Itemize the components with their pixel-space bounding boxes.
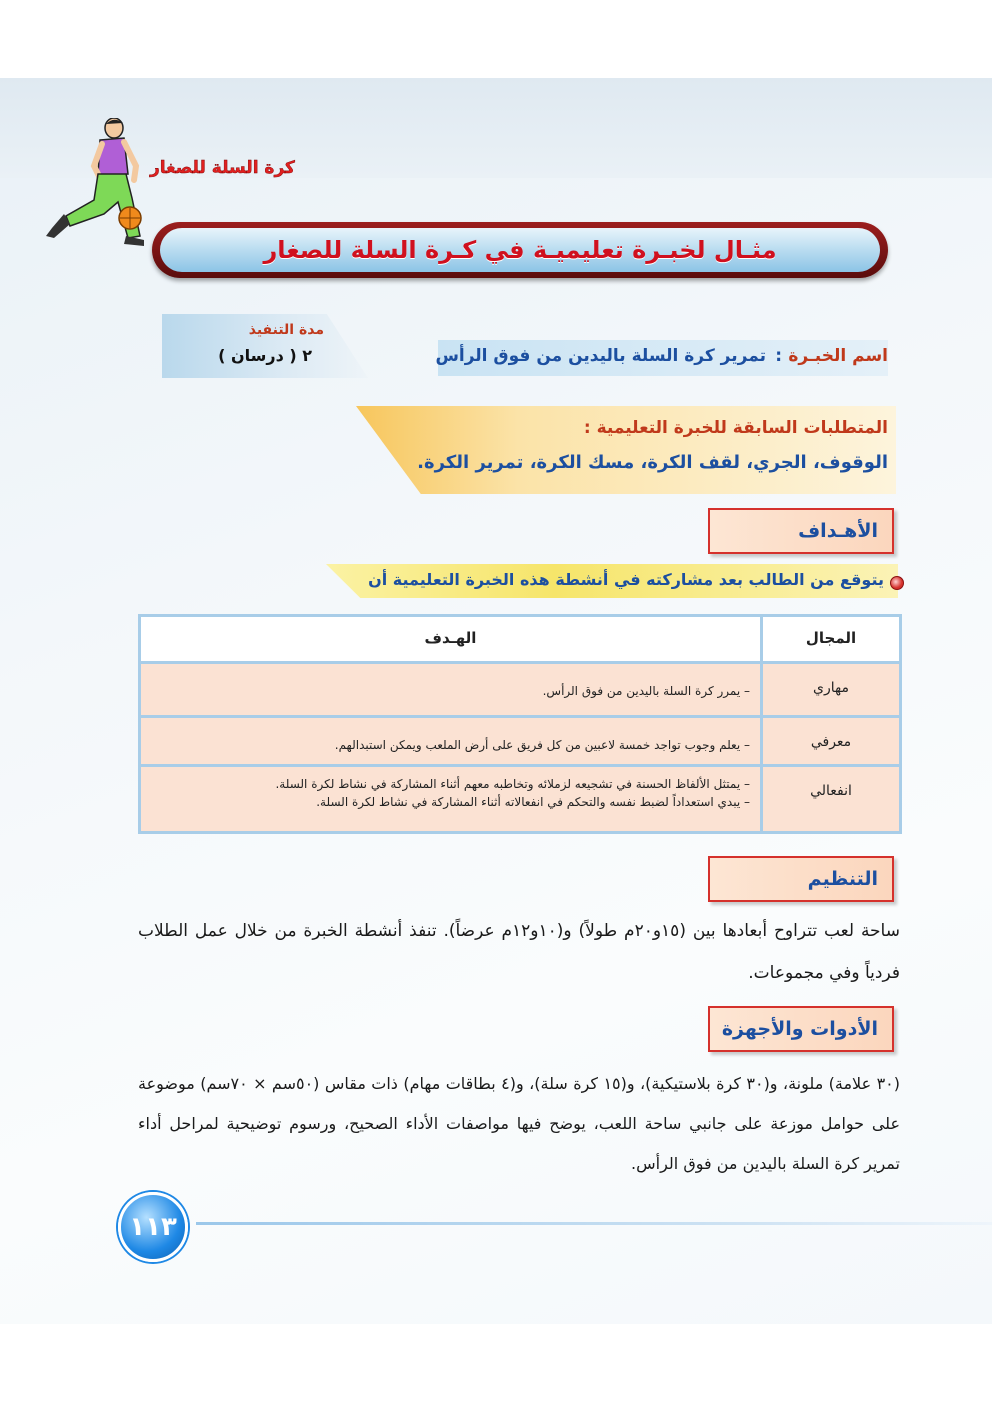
footer-line <box>196 1222 992 1225</box>
goals-table <box>138 614 902 834</box>
table-cell-goal <box>141 718 760 764</box>
table-cell-goal <box>141 664 760 715</box>
bullet-icon <box>890 576 904 590</box>
goal-item: – يمرر كرة السلة باليدين من فوق الرأس. <box>542 684 750 698</box>
table-row <box>141 718 899 764</box>
goal-item: – يعلم وجوب تواجد خمسة لاعبين من كل فريق على أرض الملعب ويمكن استبدالهم. <box>334 738 750 752</box>
goals-heading-text: الأهـداف <box>798 520 878 542</box>
prerequisites-title: المتطلبات السابقة للخبرة التعليمية : <box>583 418 888 438</box>
table-header-domain: المجال <box>763 617 899 661</box>
series-title: كرة السلة للصغار <box>150 158 295 178</box>
table-cell-goal <box>141 767 760 831</box>
goal-item: – يبدي استعداداً لضبط نفسه والتحكم في انفعالاته أثناء المشاركة في نشاط لكرة السلة. <box>316 795 750 809</box>
organization-heading-text: التنظيم <box>807 868 878 890</box>
organization-text: ساحة لعب تتراوح أبعادها بين (١٥و٢٠م طولاً) و(١٠و١٢م عرضاً). تنفذ أنشطة الخبرة من خلال عمل الطلاب فردياً وفي مجموعات. <box>138 921 900 983</box>
duration-label: مدة التنفيذ <box>248 322 324 338</box>
basketball-player-illustration <box>40 118 150 248</box>
page-number: ١١٣ <box>118 1192 188 1262</box>
goals-heading <box>708 508 894 554</box>
tools-heading <box>708 1006 894 1052</box>
tools-heading-text: الأدوات والأجهزة <box>721 1018 878 1040</box>
table-cell-domain: معرفي <box>763 718 899 764</box>
experience-label: اسم الخبـرة <box>788 346 888 366</box>
goal-item: – يمتثل الألفاظ الحسنة في تشجيعه لزملائه وتخاطبه معهم أثناء المشاركة في نشاط لكرة السلة. <box>275 777 750 791</box>
table-header-row <box>141 617 899 661</box>
duration-value: ٢ ( درسان ) <box>218 346 312 365</box>
table-cell-domain: انفعالي <box>763 767 899 831</box>
experience-separator: : <box>775 346 782 366</box>
experience-value: تمرير كرة السلة باليدين من فوق الرأس <box>435 346 766 366</box>
prerequisites-text: الوقوف، الجري، لقف الكرة، مسك الكرة، تمرير الكرة. <box>417 452 888 473</box>
page-title: مثـال لخبـرة تعليميـة في كـرة السلة للصغار <box>263 236 777 264</box>
organization-heading <box>708 856 894 902</box>
title-banner-inner <box>160 228 880 272</box>
table-cell-domain: مهاري <box>763 664 899 715</box>
tools-text: (٣٠ علامة) ملونة، و(٣٠ كرة بلاستيكية)، و(١٥ كرة سلة)، و(٤ بطاقات مهام) ذات مقاس (٥٠سم × ٧٠سم) موضوعة على حوامل موزعة على جانبي ساحة اللعب، يوضح فيها مواصفات الأداء الصحيح، ورسوم توضيحية لمراحل أداء تمرير كرة السلة باليدين من فوق الرأس. <box>138 1074 900 1173</box>
table-row <box>141 664 899 715</box>
goals-intro: يتوقع من الطالب بعد مشاركته في أنشطة هذه الخبرة التعليمية أن <box>368 570 884 589</box>
table-header-goal: الهـدف <box>141 617 760 661</box>
title-banner <box>152 222 888 278</box>
table-row <box>141 767 899 831</box>
